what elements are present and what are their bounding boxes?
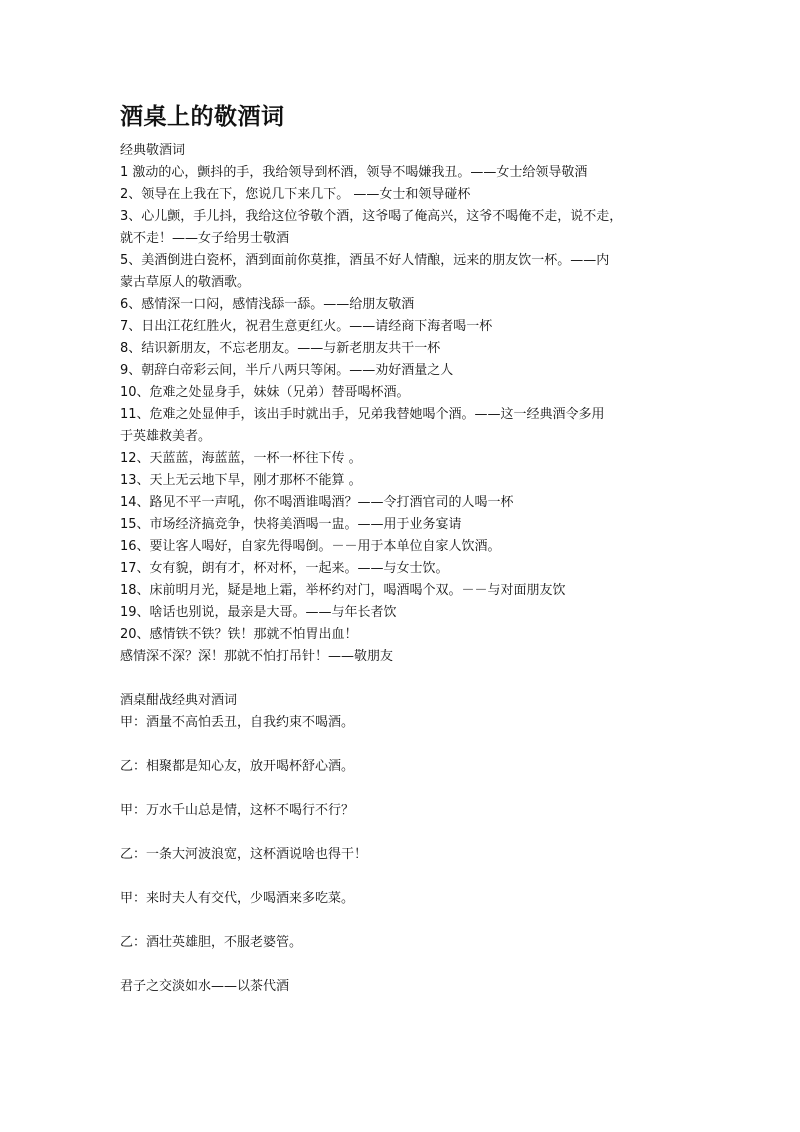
dialog-spacer <box>120 910 680 932</box>
toast-line: 6、感情深一口闷，感情浅舔一舔。——给朋友敬酒 <box>120 297 415 312</box>
toast-line: 9、朝辞白帝彩云间，半斤八两只等闲。——劝好酒量之人 <box>120 363 454 378</box>
toast-line: 蒙古草原人的敬酒歌。 <box>120 275 251 290</box>
toast-line: 10、危难之处显身手，妹妹（兄弟）替哥喝杯酒。 <box>120 385 410 400</box>
dialog-spacer <box>120 734 680 756</box>
toast-line: 20、感情铁不铁？铁！那就不怕胃出血！ <box>120 627 358 642</box>
toast-line: 16、要让客人喝好，自家先得喝倒。－－用于本单位自家人饮酒。 <box>120 539 501 554</box>
section-heading-dialog-toasts: 酒桌酣战经典对酒词 <box>120 693 238 708</box>
dialog-line: 甲：酒量不高怕丢丑，自我约束不喝酒。 <box>120 715 355 730</box>
dialog-line: 乙：一条大河波浪宽，这杯酒说啥也得干！ <box>120 847 368 862</box>
toast-line: 15、市场经济搞竞争，快将美酒喝一盅。——用于业务宴请 <box>120 517 462 532</box>
toast-line: 11、危难之处显伸手，该出手时就出手，兄弟我替她喝个酒。——这一经典酒令多用 <box>120 407 605 422</box>
dialog-spacer <box>120 778 680 800</box>
toast-line: 13、天上无云地下旱，刚才那杯不能算 。 <box>120 473 362 488</box>
document-page <box>120 100 680 998</box>
toast-line: 3、心儿颤，手儿抖，我给这位爷敬个酒，这爷喝了俺高兴，这爷不喝俺不走，说不走， <box>120 209 623 224</box>
document-title: 酒桌上的敬酒词 <box>120 104 285 130</box>
toast-line: 12、天蓝蓝，海蓝蓝，一杯一杯往下传 。 <box>120 451 362 466</box>
toast-line: 7、日出江花红胜火，祝君生意更红火。——请经商下海者喝一杯 <box>120 319 493 334</box>
toast-line: 8、结识新朋友，不忘老朋友。——与新老朋友共干一杯 <box>120 341 441 356</box>
toast-line: 17、女有貌，朗有才，杯对杯，一起来。——与女士饮。 <box>120 561 449 576</box>
toast-line: 感情深不深？深！那就不怕打吊针！——敬朋友 <box>120 649 394 664</box>
toast-line: 就不走！——女子给男士敬酒 <box>120 231 290 246</box>
toast-line: 19、啥话也别说，最亲是大哥。——与年长者饮 <box>120 605 397 620</box>
toast-line: 2、领导在上我在下，您说几下来几下。 ——女士和领导碰杯 <box>120 187 471 202</box>
dialog-line: 君子之交淡如水——以茶代酒 <box>120 979 290 994</box>
toast-line: 5、美酒倒进白瓷杯，酒到面前你莫推，酒虽不好人情酿，远来的朋友饮一杯。——内 <box>120 253 610 268</box>
toast-line: 14、路见不平一声吼，你不喝酒谁喝酒？——令打酒官司的人喝一杯 <box>120 495 514 510</box>
toast-line: 18、床前明月光，疑是地上霜，举杯约对门，喝酒喝个双。－－与对面朋友饮 <box>120 583 566 598</box>
dialog-line: 乙：酒壮英雄胆，不服老婆管。 <box>120 935 303 950</box>
dialog-line: 乙：相聚都是知心友，放开喝杯舒心酒。 <box>120 759 355 774</box>
section-spacer <box>120 668 680 690</box>
toast-line: 于英雄救美者。 <box>120 429 212 444</box>
dialog-spacer <box>120 822 680 844</box>
dialog-spacer <box>120 954 680 976</box>
dialog-line: 甲：万水千山总是情，这杯不喝行不行？ <box>120 803 355 818</box>
toast-line: 1 激动的心，颤抖的手，我给领导到杯酒，领导不喝嫌我丑。——女士给领导敬酒 <box>120 165 588 180</box>
dialog-line: 甲：来时夫人有交代，少喝酒来多吃菜。 <box>120 891 355 906</box>
dialog-list <box>120 712 680 998</box>
section-heading-classic-toasts: 经典敬酒词 <box>120 143 186 158</box>
dialog-spacer <box>120 866 680 888</box>
toast-list <box>120 162 680 668</box>
